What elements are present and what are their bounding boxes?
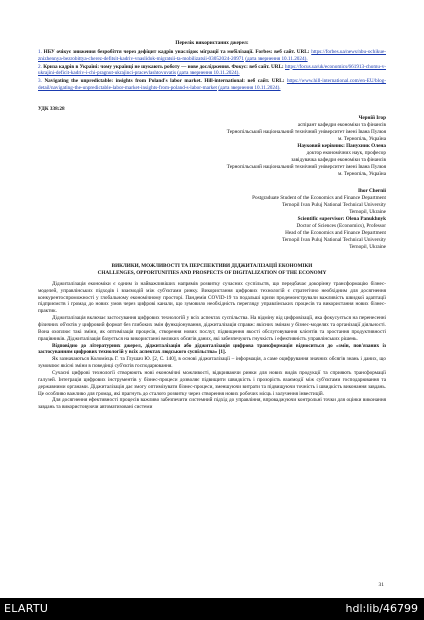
- author-line: м. Тернопіль, Україна: [337, 171, 386, 177]
- body-paragraph: Як зазначаються Коломієць Г. та Глушач Ю. [2, С. 140], в основі діджиталізації – інформація, а саме оцифрування значних обсягів знань і даних, що зумовлює якісні зміни в поведінці суб'єктів господарювання.: [38, 356, 386, 370]
- body-paragraph: Сучасні цифрові технології створюють нові економічні можливості, відкриваючи ринки для нових видів продукції та сприяють трансформації галузей. Інтеграція цифрових інструментів у бізнес-процеси дозволяє підвищити швидкість і прозорість взаємодії між суб'єктами господарювання та державними органами. Діджиталізація дає змогу оптимізувати бізнес-процеси, зменшуючи витрати та підвищуючи точність і швидкість виконання завдань. Це особливо важливо для громад, які прагнуть до сталого розвитку через створення нових робочих місць і залучення інвестицій.: [38, 370, 386, 397]
- references-title: Перелік використаних джерел:: [175, 40, 249, 46]
- article-title-en: CHALLENGES, OPPORTUNITIES AND PROSPECTS OF DIGITALIZATION OF THE ECONOMY: [97, 270, 327, 277]
- body-paragraph: Відповідно до літературних джерел, діджиталізація або діджиталізація цифрова трансформація відноситься до «змін, пов'язаних із застосуванням цифрових технологій у всіх аспектах людського суспільства» [1].: [38, 342, 386, 356]
- author-line: Ihor Chernii: [357, 188, 386, 195]
- footer-handle: hdl:lib/46799: [345, 602, 418, 615]
- article-title-ua: ВИКЛИКИ, МОЖЛИВОСТІ ТА ПЕРСПЕКТИВИ ДІДЖИТАЛІЗАЦІЇ ЕКОНОМІКИ: [111, 263, 313, 270]
- author-line: Scientific supervisor: Olena Panukhnyk: [297, 216, 386, 223]
- author-line: Черній Ігор: [358, 114, 386, 121]
- page-number: 31: [378, 582, 384, 588]
- author-line: Ternopil, Ukraine: [349, 209, 386, 216]
- author-line: завідувачка кафедри економіки та фінансів: [291, 156, 386, 163]
- author-line: Ternopil, Ukraine: [349, 244, 386, 251]
- udk-code: УДК 338:28: [38, 106, 65, 113]
- author-line: м. Тернопіль, Україна: [337, 135, 386, 142]
- reference-item: 2. Криза кадрів в Україні: чому українці не шукають роботу — нове дослідження. Фокус: веб сайт. URL: https://focus.ua/uk/economics/661913-chomu-v-ukrajini-deficit-kadriv-i-chi-pragnut-ukrajinci-pracevlashtovuvatis (дата звернення 10.11.2024).: [38, 63, 387, 77]
- reference-link[interactable]: https://www.hill-international.com/en-EU/blog-detail/navigating-the-unpredictable-labor-market-insights-from-poland-s-labor-market: [38, 78, 387, 92]
- reference-item: 3. Navigating the unpredictable: insights from Poland's labor market. Hill-international: веб сайт. URL: https://www.hill-international.com/en-EU/blog-detail/navigating-the-unpredictable-labor-market-insights-from-poland-s-labor-market (дата звернення 10.11.2024).: [38, 78, 387, 92]
- author-line: Ternopil Ivan Puluj National Technical University: [282, 202, 386, 209]
- author-line: Postgraduate Student of the Economics and Finance Department: [252, 195, 386, 202]
- footer-repository-label: ELARTU: [4, 602, 49, 615]
- reference-link[interactable]: https://focus.ua/uk/economics/661913-chomu-v-ukrajini-deficit-kadriv-i-chi-pragnut-ukrajinci-pracevlashtovuvatis: [38, 63, 387, 77]
- author-line: аспірант кафедри економіки та фінансів: [297, 121, 386, 128]
- footer-bar: [0, 598, 424, 620]
- reference-date: (дата звернення 10.11.2024).: [245, 55, 308, 62]
- reference-date: (дата звернення 10.11.2024).: [218, 85, 281, 92]
- author-line: доктор економічних наук, професор: [306, 149, 386, 156]
- author-block-ua: [38, 115, 386, 178]
- author-line: Тернопільський національний технічний університет імені Івана Пулюя: [226, 128, 386, 135]
- reference-date: (дата звернення 10.11.2024).: [177, 70, 240, 77]
- author-line: Тернопільський національний технічний університет імені Івана Пулюя: [226, 163, 386, 170]
- reference-link[interactable]: https://forbes.ua/news/nbu-ochikue-znizhennya-bezrobittya-cherez-defitsit-kadriv-vnaslidok-migratsii-ta-mobilizatsii-03052024-20971: [38, 48, 386, 62]
- author-block-en: [38, 188, 386, 251]
- reference-item: 1. НБУ очікує зниження безробіття через дефіцит кадрів унаслідок міграції та мобілізації. Forbes: веб сайт. URL: https://forbes.ua/news/nbu-ochikue-znizhennya-bezrobittya-cherez-defitsit-kadriv-vnaslidok-migratsii-ta-mobilizatsii-03052024-20971 (дата звернення 10.11.2024).: [38, 48, 386, 62]
- author-line: Head of the Economics and Finance Department: [285, 230, 386, 237]
- body-paragraph: Діджиталізація економіки є одним із найважливіших напрямів розвитку сучасних суспільств, що передбачає докорінну трансформацію бізнес-моделей, управлінських підходів і взаємодій між суб'єктами ринку. Використання цифрових технологій є стратегічно необхідним для досягнення конкурентоспроможності у глобальному економічному просторі. Пандемія COVID-19 та подальші кризи продемонстрували важливість швидкої адаптації підприємств і громад до нових умов через цифрові канали, що зумовило необхідність перегляду управлінських процесів та використання нових бізнес-практик.: [38, 280, 386, 315]
- body-paragraph: Діджиталізація включає застосування цифрових технологій у всіх аспектах суспільства. На відміну від цифровізації, яка фокусується на перенесенні фізичних об'єктів у цифровий формат без глибоких змін функціонування, діджиталізація справж: якісних змінам у бізнес-моделях та організації діяльності. Вона охоплює такі зміни, як оптимізація процесів, створення нових послуг, підвищення якості обслуговування клієнтів та зростання продуктивності працівників. Діджиталізація базується на використанні великих обсягів даних, які забезпечують гнучкість і ефективність управлінських рішень.: [38, 315, 386, 342]
- page-content: [38, 40, 386, 411]
- author-line: Doctor of Sciences (Economics), Professor: [296, 223, 386, 230]
- body-paragraph: Для досягнення ефективності процесів важливо забезпечити системний підхід до управління, впроваджуючи контрольні точки для оцінки виконання завдань та використовуючи автоматизовані системи: [38, 397, 386, 411]
- author-line: Науковий керівник: Панухник Олена: [297, 142, 386, 149]
- author-line: Ternopil Ivan Puluj National Technical University: [282, 237, 386, 244]
